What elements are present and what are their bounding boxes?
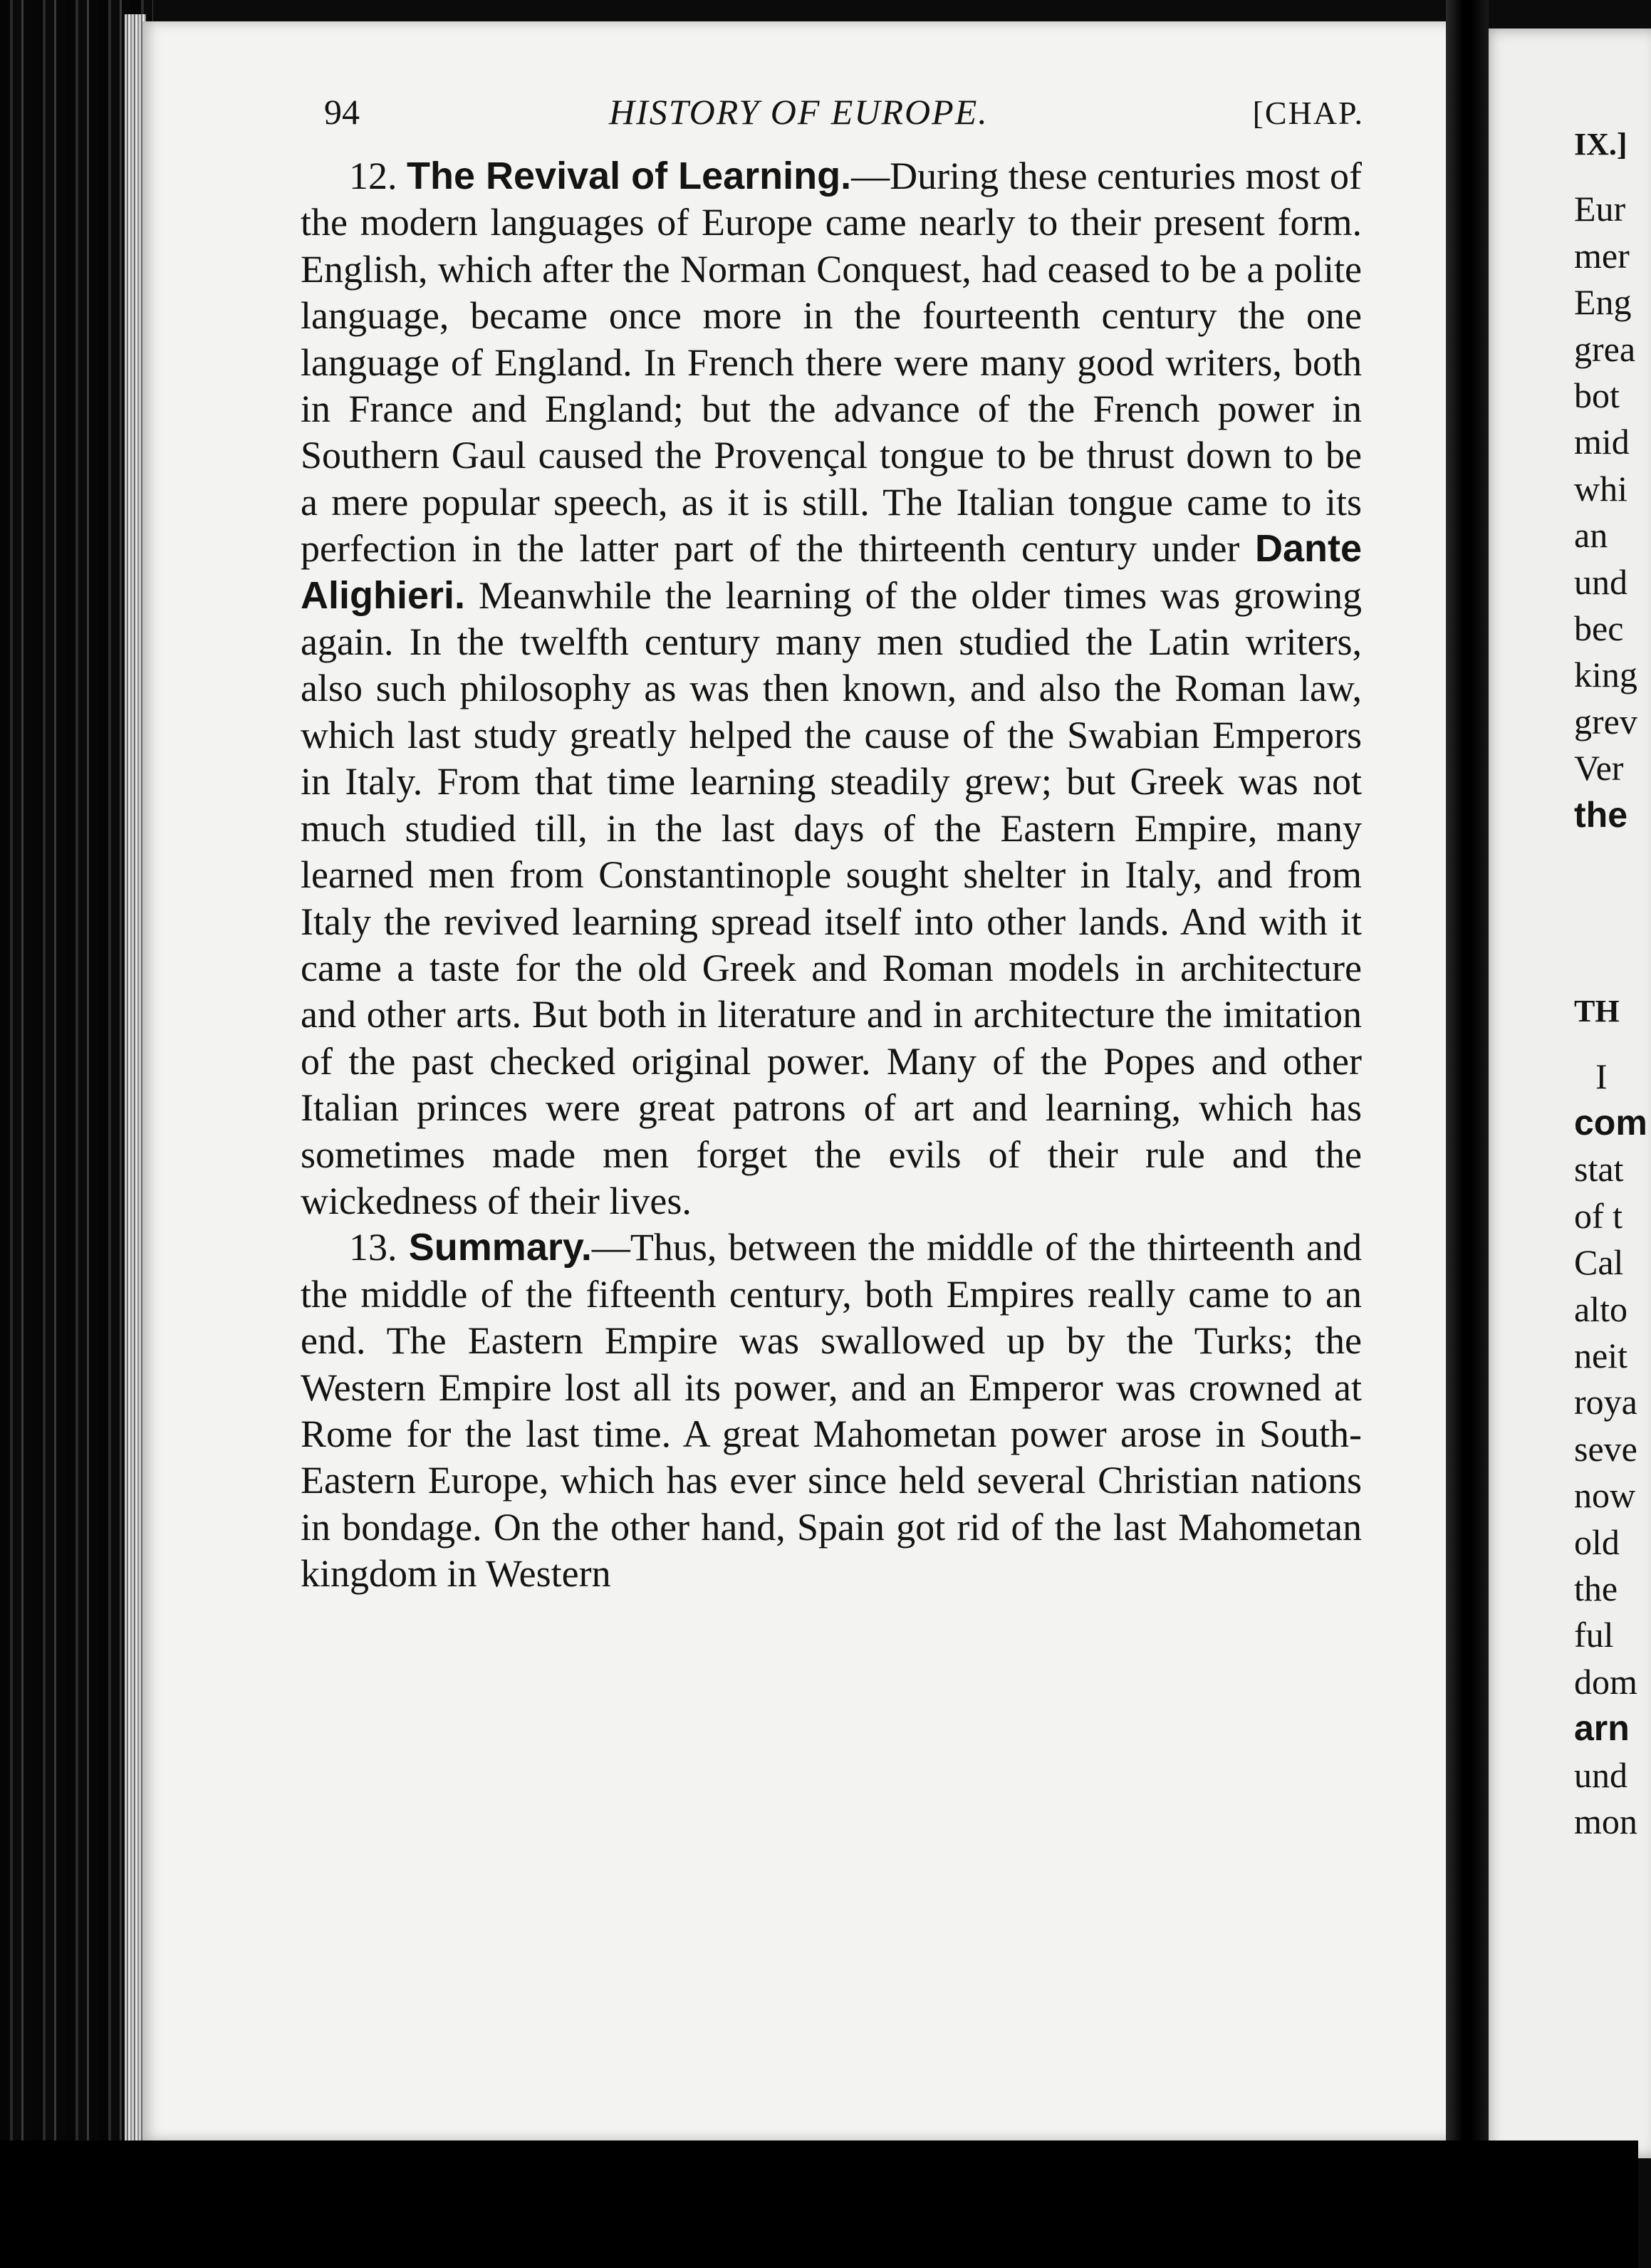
section-number: 13. xyxy=(349,1226,397,1269)
right-line: bec xyxy=(1574,608,1624,649)
right-page-fragment xyxy=(1574,121,1647,1845)
right-line: grev xyxy=(1574,701,1637,742)
right-running-head: IX.] xyxy=(1574,127,1627,162)
right-line: an xyxy=(1574,515,1608,556)
section-13 xyxy=(301,1224,1362,1597)
body-text xyxy=(301,153,1362,1598)
page-number: 94 xyxy=(324,92,360,132)
right-line: bot xyxy=(1574,375,1620,416)
section-number: 12. xyxy=(349,155,397,197)
right-line-bold: arn xyxy=(1574,1708,1630,1749)
running-title: HISTORY OF EUROPE. xyxy=(609,92,989,132)
right-line: Ver xyxy=(1574,748,1624,789)
running-head xyxy=(324,91,1364,141)
right-line: stat xyxy=(1574,1149,1624,1190)
bold-name: Dante Alighieri. xyxy=(301,527,1362,617)
paragraph-text: —Thus, between the middle of the thirteenth and the middle of the fifteenth century, both Empires really came to an end. The Eastern Empire was swallowed up by the Turks; the Western Empire lost all its power, and an Emperor was crowned at Rome for the last time. A great Mahometan power arose in South-Eastern Europe, which has ever since held several Christian nations in bondage. On the other hand, Spain got rid of the last Mahometan kingdom in Western xyxy=(301,1226,1363,1596)
right-line-bold: the xyxy=(1574,794,1627,835)
right-line: the xyxy=(1574,1568,1618,1608)
section-12 xyxy=(301,153,1362,1224)
right-line: alto xyxy=(1574,1289,1627,1329)
right-lines-c xyxy=(1574,1752,1638,1846)
right-line: und xyxy=(1574,1754,1627,1795)
paragraph-text: Meanwhile the learning of the older times was growing again. In the twelfth century many men studied the Latin writers, also such philosophy as was then known, and also the Roman law, which last study greatly helped the cause of the Swabian Emperors in Italy. From that time learning steadily grew; but Greek was not much studied till, in the last days of the Eastern Empire, many learned men from Constantinople sought shelter in Italy, and from Italy the revived learning spread itself into other lands. And with it came a taste for the old Greek and Roman models in architecture and other arts. But both in literature and in architecture the imitation of the past checked original power. Many of the Popes and other Italian princes were great patrons of art and learning, which has sometimes made men forget the evils of their rule and the wickedness of their lives. xyxy=(301,573,1362,1222)
right-line: grea xyxy=(1574,328,1636,369)
section-title: The Revival of Learning. xyxy=(407,155,852,197)
paragraph-text: —During these centuries most of the modern languages of Europe came nearly to their present form. English, which after the Norman Conquest, had ceased to be a polite language, became once more in the fourteenth century the one language of England. In French there were many good writers, both in France and England; but the advance of the French power in Southern Gaul caused the Provençal tongue to be thrust down to be a mere popular speech, as it is still. The Italian tongue came to its perfection in the latter part of the thirteenth century under xyxy=(301,155,1362,571)
right-line: ful xyxy=(1574,1615,1614,1655)
book-gutter xyxy=(1446,0,1489,2268)
scan-bottom-margin xyxy=(0,2140,1638,2268)
right-line: Cal xyxy=(1574,1242,1624,1283)
right-line: now xyxy=(1574,1475,1636,1516)
right-line: dom xyxy=(1574,1661,1637,1702)
right-line: I xyxy=(1595,1056,1608,1096)
chapter-marker: [CHAP. xyxy=(1252,95,1364,131)
right-line: Eur xyxy=(1574,189,1626,229)
right-line: old xyxy=(1574,1521,1620,1562)
right-line: seve xyxy=(1574,1428,1637,1469)
section-title: Summary. xyxy=(408,1226,592,1269)
right-lines-b xyxy=(1574,1146,1638,1705)
right-lines-a xyxy=(1574,186,1638,791)
right-line: of t xyxy=(1574,1195,1623,1236)
right-line: king xyxy=(1574,655,1637,695)
right-line: und xyxy=(1574,561,1627,602)
right-line-bold: com xyxy=(1574,1102,1647,1143)
right-line: mon xyxy=(1574,1801,1637,1841)
right-line: Eng xyxy=(1574,282,1632,323)
right-line: neit xyxy=(1574,1335,1627,1375)
right-subhead: TH xyxy=(1574,994,1620,1029)
right-line: whi xyxy=(1574,468,1627,509)
right-line: roya xyxy=(1574,1382,1637,1422)
right-line: mer xyxy=(1574,235,1630,276)
right-line: mid xyxy=(1574,422,1630,462)
